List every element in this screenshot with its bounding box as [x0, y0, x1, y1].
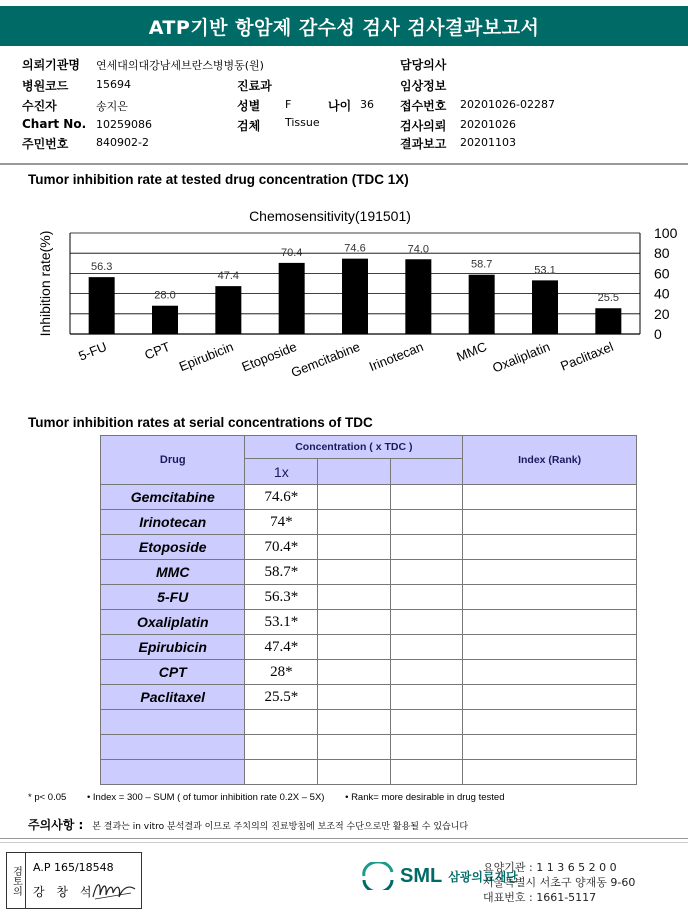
empty-drug-cell: [101, 710, 245, 735]
empty-cell: [390, 635, 463, 660]
id-no-label: 주민번호: [22, 137, 69, 151]
empty-cell: [318, 485, 391, 510]
inhibition-1x-cell: 53.1*: [245, 610, 318, 635]
concentration-1x-header: 1x: [245, 459, 318, 485]
y-tick-label: 40: [654, 285, 670, 302]
serial-concentration-table: [100, 435, 637, 785]
chart-no-value: 10259086: [96, 118, 152, 131]
sex-value: F: [285, 98, 292, 111]
empty-cell: [463, 560, 637, 585]
x-category-label: Gemcitabine: [288, 338, 363, 381]
table-row: [101, 535, 637, 560]
report-date-value: 20201103: [460, 136, 516, 149]
institution-phone: 대표번호 : 1661-5117: [483, 891, 597, 904]
footnotes: [28, 792, 522, 803]
empty-cell: [318, 735, 391, 760]
bar: [279, 263, 305, 334]
empty-cell: [390, 710, 463, 735]
empty-cell: [245, 735, 318, 760]
receipt-no-value: 20201026-02287: [460, 98, 555, 111]
section1-title: Tumor inhibition rate at tested drug concentration (TDC 1X): [28, 172, 409, 187]
empty-cell: [463, 635, 637, 660]
empty-cell: [318, 535, 391, 560]
empty-cell: [390, 485, 463, 510]
bar: [215, 286, 241, 334]
bar-value-label: 25.5: [597, 292, 620, 305]
hospital-code-label: 병원코드: [22, 79, 69, 93]
concentration-header: Concentration ( x TDC ): [245, 436, 463, 459]
bar-value-label: 47.4: [217, 270, 240, 283]
drug-name-cell: CPT: [101, 660, 245, 685]
empty-cell: [318, 710, 391, 735]
caution-block: [28, 816, 468, 833]
table-row-empty: [101, 760, 637, 785]
test-request-label: 검사의뢰: [400, 119, 447, 133]
x-category-label: Paclitaxel: [558, 338, 616, 374]
bar-value-label: 56.3: [90, 261, 113, 274]
empty-drug-cell: [101, 760, 245, 785]
empty-cell: [390, 560, 463, 585]
department-label: 진료과: [237, 79, 272, 93]
x-category-label: Etoposide: [239, 338, 299, 375]
empty-cell: [463, 660, 637, 685]
caution-text: 본 결과는 in vitro 분석결과 이므로 주치의의 진료방침에 보조적 수단으로만 활용될 수 있습니다: [92, 822, 469, 832]
receipt-no-label: 접수번호: [400, 99, 447, 113]
empty-cell: [318, 610, 391, 635]
x-category-label: Oxaliplatin: [490, 338, 553, 376]
drug-header: Drug: [101, 436, 245, 485]
x-category-label: MMC: [454, 338, 489, 365]
empty-cell: [390, 510, 463, 535]
age-value: 36: [360, 98, 374, 111]
report-title: ATP기반 항암제 감수성 검사 검사결과보고서: [0, 6, 688, 46]
institution-code: 요양기관 : 1 1 3 6 5 2 0 0: [483, 861, 617, 874]
empty-drug-cell: [101, 735, 245, 760]
table-row: [101, 560, 637, 585]
patient-value: 송지은: [96, 100, 128, 113]
inhibition-1x-cell: 47.4*: [245, 635, 318, 660]
hospital-code-value: 15694: [96, 78, 131, 91]
empty-cell: [463, 685, 637, 710]
inhibition-1x-cell: 74.6*: [245, 485, 318, 510]
drug-name-cell: Epirubicin: [101, 635, 245, 660]
bar: [595, 308, 621, 334]
empty-cell: [463, 485, 637, 510]
institution-street: 서울특별시 서초구 양재동 9-60: [483, 876, 636, 889]
y-tick-label: 80: [654, 245, 670, 262]
inhibition-1x-cell: 25.5*: [245, 685, 318, 710]
bar-value-label: 74.6: [344, 242, 366, 255]
table-row: [101, 485, 637, 510]
bar-value-label: 70.4: [280, 246, 303, 259]
inhibition-1x-cell: 28*: [245, 660, 318, 685]
empty-cell: [390, 610, 463, 635]
bar: [405, 259, 431, 334]
empty-cell: [463, 710, 637, 735]
y-tick-label: 100: [654, 225, 678, 241]
bar: [89, 277, 115, 334]
requesting-institution-label: 의뢰기관명: [22, 58, 80, 72]
inhibition-1x-cell: 70.4*: [245, 535, 318, 560]
id-no-value: 840902-2: [96, 136, 149, 149]
bar: [342, 259, 368, 334]
rank-note: • Rank= more desirable in drug tested: [345, 792, 505, 803]
footer-divider: [0, 838, 688, 843]
chart-title: Chemosensitivity(191501): [249, 208, 411, 224]
x-category-label: CPT: [142, 338, 173, 363]
drug-name-cell: 5-FU: [101, 585, 245, 610]
y-tick-label: 0: [654, 326, 662, 342]
drug-name-cell: Etoposide: [101, 535, 245, 560]
inhibition-1x-cell: 58.7*: [245, 560, 318, 585]
table-row: [101, 510, 637, 535]
empty-cell: [463, 760, 637, 785]
signature-scribble-icon: [91, 877, 139, 903]
age-label: 나이: [328, 99, 352, 113]
report-date-label: 결과보고: [400, 137, 447, 151]
drug-name-cell: MMC: [101, 560, 245, 585]
empty-cell: [463, 510, 637, 535]
reviewer-code: A.P 165/18548: [33, 861, 114, 874]
sml-logo-text: SML: [400, 864, 443, 887]
drug-name-cell: Paclitaxel: [101, 685, 245, 710]
bar-value-label: 53.1: [534, 264, 556, 277]
table-row: [101, 660, 637, 685]
drug-name-cell: Gemcitabine: [101, 485, 245, 510]
caution-label: 주의사항 :: [28, 818, 84, 832]
empty-cell: [463, 610, 637, 635]
empty-cell: [390, 535, 463, 560]
empty-cell: [318, 560, 391, 585]
bar: [152, 306, 178, 334]
bar: [532, 280, 558, 334]
sml-logo-korean: 삼광의료재단: [448, 869, 518, 884]
concentration-empty-header: [318, 459, 391, 485]
empty-cell: [245, 710, 318, 735]
table-row: [101, 685, 637, 710]
empty-cell: [318, 760, 391, 785]
reviewer-name: 강 창 석: [33, 885, 96, 899]
table-row: [101, 585, 637, 610]
reviewer-vertical-label: 검토의: [7, 853, 26, 908]
sex-label: 성별: [237, 99, 261, 113]
reviewer-signature-box: [6, 852, 142, 909]
empty-cell: [318, 635, 391, 660]
p-value-note: * p< 0.05: [28, 792, 67, 803]
empty-cell: [318, 660, 391, 685]
x-category-label: Epirubicin: [176, 338, 236, 375]
chart-y-axis-label: Inhibition rate(%): [37, 230, 53, 337]
doctor-label: 담당의사: [400, 58, 447, 72]
empty-cell: [390, 660, 463, 685]
empty-cell: [390, 735, 463, 760]
y-tick-label: 20: [654, 305, 670, 322]
specimen-label: 검체: [237, 119, 261, 133]
divider: [0, 163, 688, 165]
inhibition-1x-cell: 56.3*: [245, 585, 318, 610]
empty-cell: [463, 735, 637, 760]
chemosensitivity-chart: [0, 200, 688, 405]
concentration-empty-header: [390, 459, 463, 485]
table-row-empty: [101, 710, 637, 735]
table-row: [101, 635, 637, 660]
section2-title: Tumor inhibition rates at serial concentrations of TDC: [28, 415, 373, 430]
patient-info-block: [0, 48, 688, 158]
specimen-value: Tissue: [285, 116, 320, 129]
bar-value-label: 74.0: [407, 243, 430, 256]
drug-name-cell: Oxaliplatin: [101, 610, 245, 635]
x-category-label: 5-FU: [76, 338, 109, 364]
sml-logo-icon: [360, 862, 396, 890]
empty-cell: [318, 585, 391, 610]
requesting-institution-value: 연세대의대강남세브란스병병동(원): [96, 59, 264, 72]
table-row: [101, 610, 637, 635]
empty-cell: [390, 585, 463, 610]
index-rank-header: Index (Rank): [463, 436, 637, 485]
x-category-label: Irinotecan: [366, 338, 426, 375]
index-note: • Index = 300 – SUM ( of tumor inhibition rate 0.2X – 5X): [86, 792, 325, 803]
y-tick-label: 60: [654, 265, 670, 282]
bar: [469, 275, 495, 334]
patient-label: 수진자: [22, 99, 57, 113]
institution-address: [483, 860, 635, 905]
chart-no-label: Chart No.: [22, 117, 87, 131]
drug-name-cell: Irinotecan: [101, 510, 245, 535]
bar-value-label: 28.0: [154, 289, 176, 302]
test-request-value: 20201026: [460, 118, 516, 131]
table-row-empty: [101, 735, 637, 760]
empty-cell: [318, 510, 391, 535]
empty-cell: [390, 760, 463, 785]
clinical-info-label: 임상정보: [400, 79, 447, 93]
bar-value-label: 58.7: [470, 258, 493, 271]
empty-cell: [318, 685, 391, 710]
inhibition-1x-cell: 74*: [245, 510, 318, 535]
empty-cell: [245, 760, 318, 785]
empty-cell: [463, 585, 637, 610]
empty-cell: [463, 535, 637, 560]
empty-cell: [390, 685, 463, 710]
